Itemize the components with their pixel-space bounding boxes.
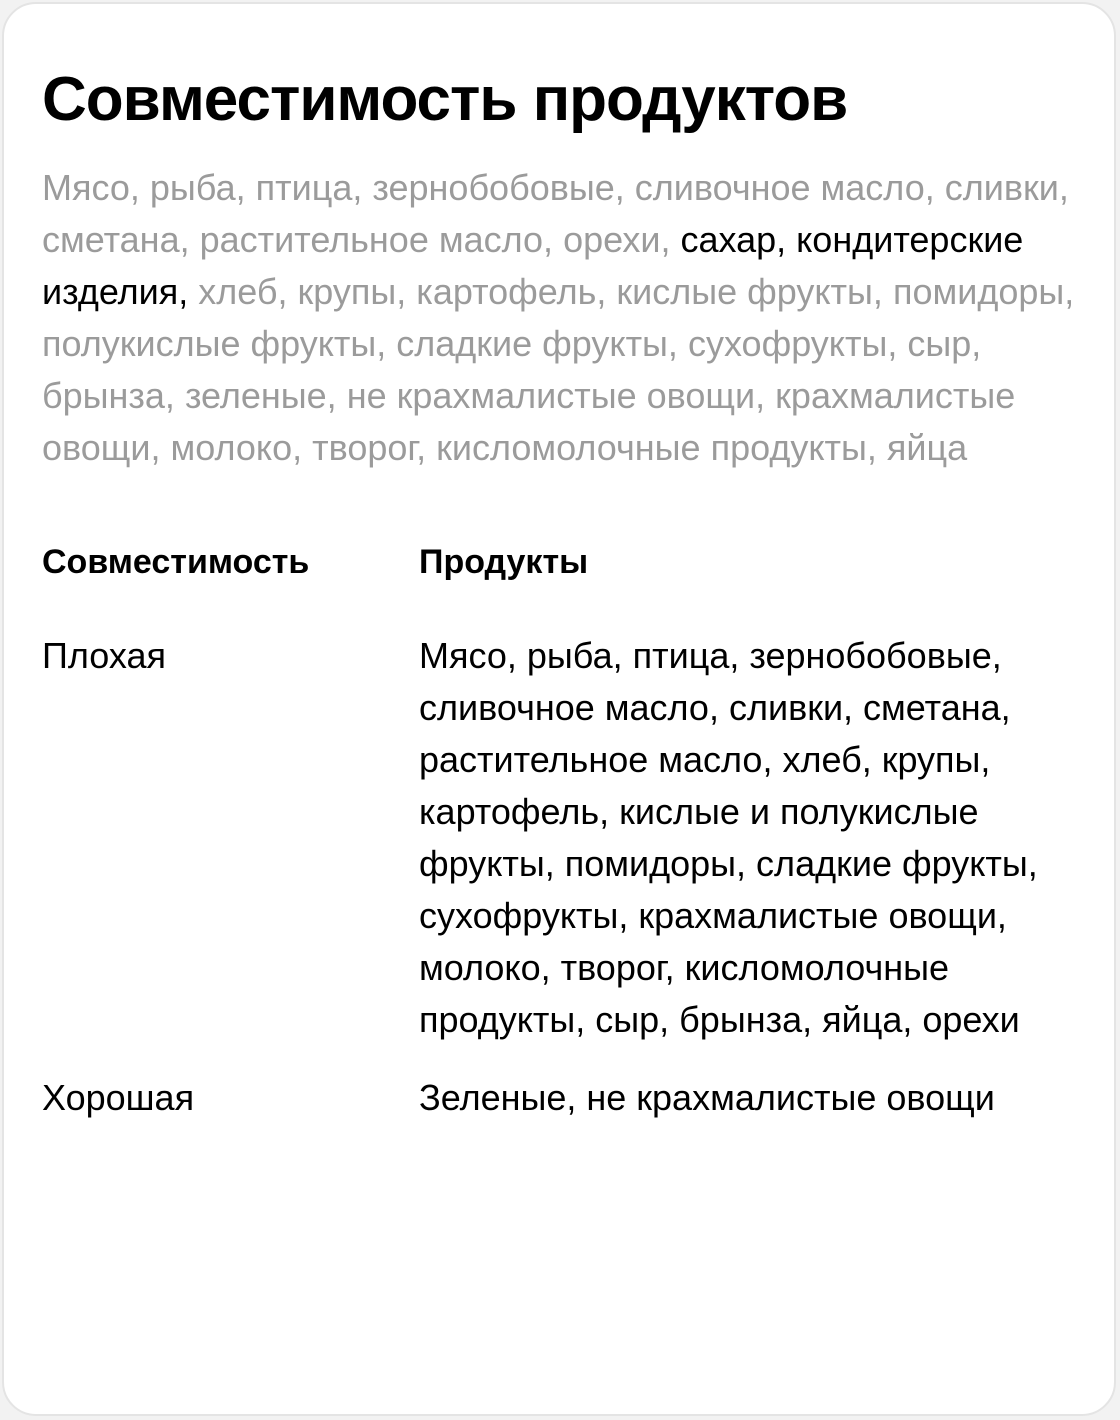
product-chip-eggs[interactable]: яйца	[886, 427, 968, 468]
table-row	[42, 1072, 1076, 1124]
product-chip-vegetable-oil[interactable]: растительное масло,	[199, 219, 554, 260]
product-list: Мясо, рыба, птица, зернобобовые, сливочное масло, сливки, сметана, растительное масло, хлеб, крупы, картофель, кислые и полукислые фрукты, помидоры, сладкие фрукты, сухофрукты, крахмалистые овощи, молоко, творог, кисломолочные продукты, сыр, брынза, яйца, орехи	[419, 635, 1038, 1040]
product-chip-sugar[interactable]: сахар, кондитерские изделия,	[42, 219, 1024, 312]
product-chip-sweet-fruits[interactable]: сладкие фрукты,	[396, 323, 678, 364]
product-chip-meat[interactable]: Мясо, рыба, птица,	[42, 167, 363, 208]
product-chip-nuts[interactable]: орехи,	[563, 219, 671, 260]
product-chip-legumes[interactable]: зернобобовые,	[372, 167, 625, 208]
table-row	[42, 630, 1076, 1046]
product-chip-cream[interactable]: сливки, сметана,	[42, 167, 1069, 260]
product-chip-semi-sour-fruits[interactable]: полукислые фрукты,	[42, 323, 387, 364]
compatibility-table	[42, 536, 1076, 1124]
table-header	[42, 536, 1076, 588]
product-chip-green-vegetables[interactable]: зеленые, не крахмалистые овощи,	[184, 375, 766, 416]
product-selector	[42, 162, 1082, 474]
product-chip-dairy[interactable]: молоко, творог, кисломолочные продукты,	[170, 427, 877, 468]
header-compatibility: Совместимость	[42, 543, 310, 581]
compatibility-card	[2, 2, 1116, 1416]
product-chip-bread[interactable]: хлеб, крупы, картофель,	[198, 271, 607, 312]
product-list: Зеленые, не крахмалистые овощи	[419, 1077, 995, 1118]
compatibility-level: Плохая	[42, 635, 167, 676]
product-chip-starchy-vegetables[interactable]: крахмалистые овощи,	[42, 375, 1016, 468]
product-chip-tomatoes[interactable]: помидоры,	[892, 271, 1075, 312]
page-title: Совместимость продуктов	[42, 65, 848, 134]
compatibility-level: Хорошая	[42, 1077, 195, 1118]
product-chip-cheese[interactable]: сыр, брынза,	[42, 323, 982, 416]
product-chip-dried-fruits[interactable]: сухофрукты,	[687, 323, 898, 364]
product-chip-sour-fruits[interactable]: кислые фрукты,	[616, 271, 883, 312]
header-products: Продукты	[419, 543, 589, 581]
product-chip-butter[interactable]: сливочное масло,	[634, 167, 935, 208]
